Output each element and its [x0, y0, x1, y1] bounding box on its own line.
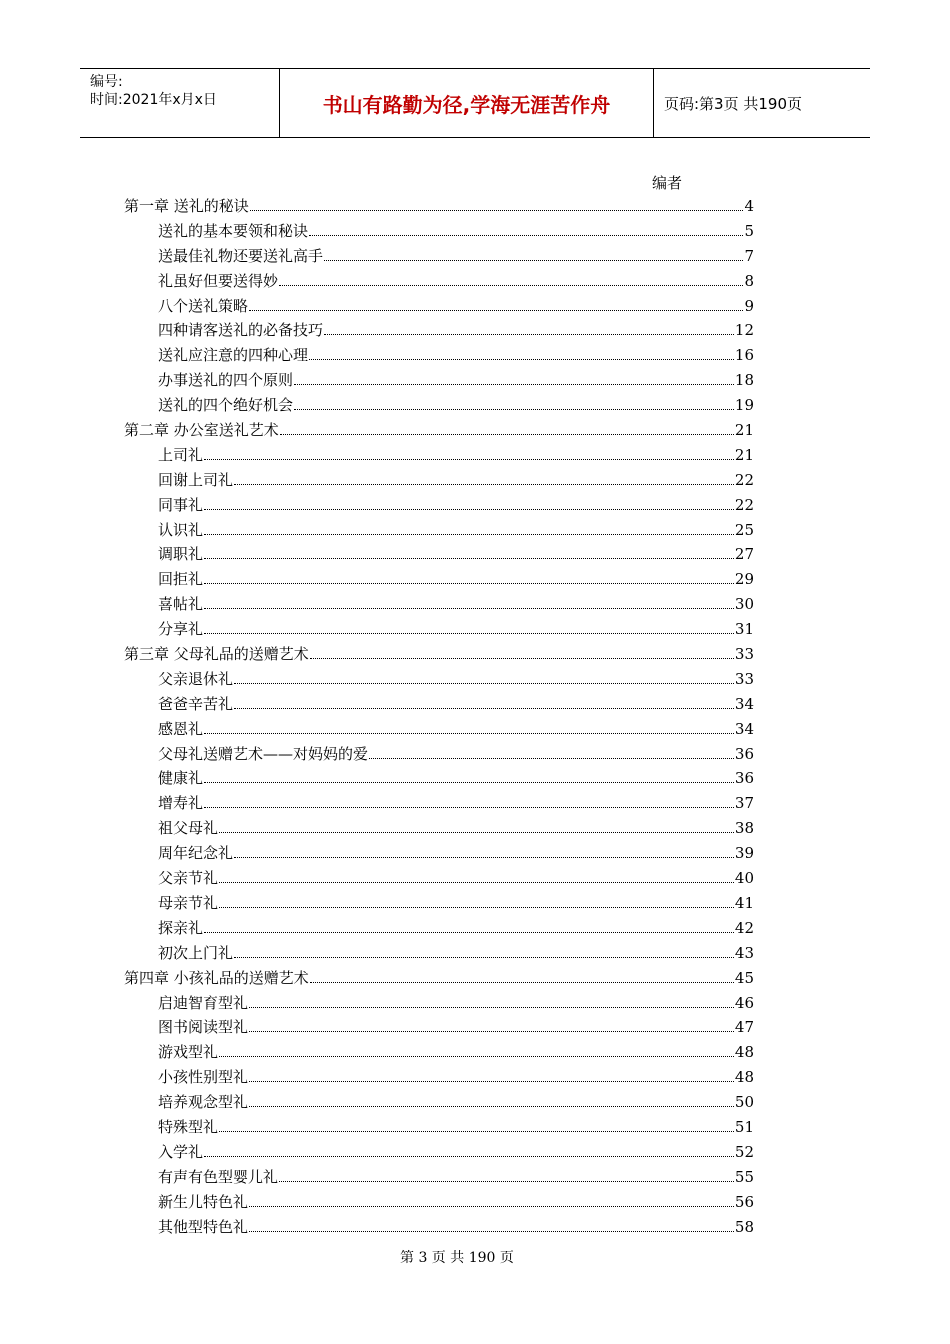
toc-section-row[interactable] [124, 1015, 754, 1040]
toc-section-row[interactable] [124, 891, 754, 916]
header-time-label: 时间:2021年x月x日 [90, 92, 217, 108]
toc-entry-title: 八个送礼策略 [158, 296, 249, 315]
toc-dot-leader [280, 433, 734, 435]
toc-dot-leader [249, 1230, 734, 1232]
toc-section-row[interactable] [124, 443, 754, 468]
toc-entry-page: 56 [734, 1192, 754, 1211]
toc-entry-page: 31 [734, 620, 754, 639]
toc-dot-leader [234, 483, 734, 485]
toc-dot-leader [249, 1105, 734, 1107]
toc-entry-title: 新生儿特色礼 [158, 1192, 249, 1211]
toc-entry-title: 送礼应注意的四种心理 [158, 346, 309, 365]
toc-dot-leader [219, 831, 734, 833]
toc-entry-title: 有声有色型婴儿礼 [158, 1167, 279, 1186]
toc-section-row[interactable] [124, 941, 754, 966]
toc-entry-title: 送礼的四个绝好机会 [158, 396, 294, 415]
toc-entry-page: 36 [734, 769, 754, 788]
toc-section-row[interactable] [124, 866, 754, 891]
toc-section-row[interactable] [124, 244, 754, 269]
toc-entry-page: 48 [734, 1068, 754, 1087]
toc-dot-leader [219, 906, 734, 908]
toc-entry-page: 16 [734, 346, 754, 365]
page-footer: 第 3 页 共 190 页 [400, 1250, 514, 1266]
toc-dot-leader [279, 1180, 734, 1182]
toc-entry-page: 47 [734, 1018, 754, 1037]
toc-entry-page: 22 [734, 470, 754, 489]
toc-section-row[interactable] [124, 717, 754, 742]
toc-entry-page: 36 [734, 744, 754, 763]
toc-dot-leader [249, 1080, 734, 1082]
toc-entry-page: 9 [744, 296, 754, 315]
toc-entry-page: 45 [734, 968, 754, 987]
toc-entry-title: 调职礼 [158, 545, 204, 564]
toc-section-row[interactable] [124, 766, 754, 791]
toc-dot-leader [204, 1155, 734, 1157]
toc-chapter-row[interactable] [124, 642, 754, 667]
toc-entry-title: 送最佳礼物还要送礼高手 [158, 246, 324, 265]
toc-dot-leader [204, 806, 734, 808]
toc-section-row[interactable] [124, 468, 754, 493]
toc-entry-title: 其他型特色礼 [158, 1217, 249, 1236]
toc-section-row[interactable] [124, 269, 754, 294]
toc-entry-page: 34 [734, 694, 754, 713]
toc-dot-leader [309, 358, 734, 360]
toc-entry-title: 父母礼送赠艺术——对妈妈的爱 [158, 744, 369, 763]
toc-dot-leader [249, 1030, 734, 1032]
toc-dot-leader [310, 981, 734, 983]
toc-dot-leader [234, 956, 734, 958]
toc-entry-page: 7 [744, 246, 754, 265]
toc-dot-leader [204, 607, 734, 609]
toc-section-row[interactable] [124, 518, 754, 543]
toc-dot-leader [234, 707, 734, 709]
toc-entry-page: 52 [734, 1142, 754, 1161]
toc-entry-title: 图书阅读型礼 [158, 1018, 249, 1037]
toc-dot-leader [250, 209, 744, 211]
toc-entry-title: 母亲节礼 [158, 893, 219, 912]
toc-entry-title: 上司礼 [158, 445, 204, 464]
header-meta [80, 69, 280, 137]
toc-entry-title: 爸爸辛苦礼 [158, 694, 234, 713]
toc-section-row[interactable] [124, 1165, 754, 1190]
toc-section-row[interactable] [124, 617, 754, 642]
toc-dot-leader [249, 1006, 734, 1008]
toc-dot-leader [249, 1205, 734, 1207]
toc-entry-page: 22 [734, 495, 754, 514]
toc-entry-title: 第二章 办公室送礼艺术 [124, 421, 279, 440]
toc-entry-title: 分享礼 [158, 620, 204, 639]
toc-section-row[interactable] [124, 1090, 754, 1115]
toc-dot-leader [219, 881, 734, 883]
toc-entry-title: 礼虽好但要送得妙 [158, 271, 279, 290]
toc-entry-title: 同事礼 [158, 495, 204, 514]
toc-entry-page: 40 [734, 869, 754, 888]
toc-entry-title: 启迪智育型礼 [158, 993, 249, 1012]
toc-entry-title: 增寿礼 [158, 794, 204, 813]
toc-dot-leader [279, 284, 743, 286]
toc-entry-page: 38 [734, 819, 754, 838]
toc-dot-leader [249, 309, 743, 311]
toc-section-row[interactable] [124, 791, 754, 816]
toc-dot-leader [204, 508, 734, 510]
toc-dot-leader [219, 1055, 734, 1057]
toc-section-row[interactable] [124, 592, 754, 617]
toc-section-row[interactable] [124, 493, 754, 518]
toc-section-row[interactable] [124, 1140, 754, 1165]
toc-entry-title: 喜帖礼 [158, 595, 204, 614]
toc-section-row[interactable] [124, 1065, 754, 1090]
header-number-label: 编号: [90, 74, 123, 90]
toc-entry-title: 祖父母礼 [158, 819, 219, 838]
toc-entry-title: 初次上门礼 [158, 943, 234, 962]
toc-section-row[interactable] [124, 368, 754, 393]
toc-dot-leader [204, 458, 734, 460]
toc-entry-page: 55 [734, 1167, 754, 1186]
toc-entry-title: 游戏型礼 [158, 1043, 219, 1062]
toc-dot-leader [324, 333, 734, 335]
toc-entry-page: 51 [734, 1117, 754, 1136]
toc-dot-leader [204, 533, 734, 535]
toc-dot-leader [204, 781, 734, 783]
toc-dot-leader [324, 259, 743, 261]
toc-section-row[interactable] [124, 692, 754, 717]
toc-entry-title: 第三章 父母礼品的送赠艺术 [124, 645, 309, 664]
toc-section-row[interactable] [124, 542, 754, 567]
toc-entry-title: 回谢上司礼 [158, 470, 234, 489]
toc-entry-page: 21 [734, 445, 754, 464]
header-page-code: 页码:第3页 共190页 [664, 94, 802, 113]
toc-dot-leader [234, 682, 734, 684]
toc-section-row[interactable] [124, 567, 754, 592]
toc-entry-page: 41 [734, 893, 754, 912]
toc-entry-page: 25 [734, 520, 754, 539]
toc-section-row[interactable] [124, 1040, 754, 1065]
toc-entry-title: 培养观念型礼 [158, 1093, 249, 1112]
toc-entry-page: 12 [734, 321, 754, 340]
toc-section-row[interactable] [124, 667, 754, 692]
toc-entry-title: 第四章 小孩礼品的送赠艺术 [124, 968, 309, 987]
toc-entry-page: 43 [734, 943, 754, 962]
toc-entry-page: 37 [734, 794, 754, 813]
toc-dot-leader [294, 408, 734, 410]
toc-dot-leader [309, 234, 743, 236]
toc-dot-leader [369, 757, 734, 759]
toc-entry-page: 48 [734, 1043, 754, 1062]
page-header [80, 68, 870, 138]
toc-dot-leader [204, 732, 734, 734]
toc-entry-title: 第一章 送礼的秘诀 [124, 197, 249, 215]
toc-entry-title: 送礼的基本要领和秘诀 [158, 221, 309, 240]
toc-chapter-row[interactable] [124, 966, 754, 991]
toc-entry-title: 父亲退休礼 [158, 669, 234, 688]
toc-entry-page: 42 [734, 918, 754, 937]
toc-section-row[interactable] [124, 916, 754, 941]
toc-entry-title: 入学礼 [158, 1142, 204, 1161]
toc-dot-leader [204, 632, 734, 634]
toc-dot-leader [310, 657, 734, 659]
toc-entry-title: 探亲礼 [158, 918, 204, 937]
toc-entry-page: 8 [744, 271, 754, 290]
toc-entry-page: 46 [734, 993, 754, 1012]
toc-section-row[interactable] [124, 318, 754, 343]
toc-section-row[interactable] [124, 393, 754, 418]
toc-dot-leader [204, 931, 734, 933]
toc-chapter-row[interactable] [124, 194, 754, 219]
toc-entry-page: 33 [734, 645, 754, 664]
toc-entry-page: 39 [734, 844, 754, 863]
toc-entry-page: 30 [734, 595, 754, 614]
toc-section-row[interactable] [124, 219, 754, 244]
toc-entry-title: 回拒礼 [158, 570, 204, 589]
toc-section-row[interactable] [124, 991, 754, 1016]
toc-entry-title: 小孩性别型礼 [158, 1068, 249, 1087]
toc-entry-title: 感恩礼 [158, 719, 204, 738]
toc-section-row[interactable] [124, 1115, 754, 1140]
toc-dot-leader [204, 582, 734, 584]
toc-entry-page: 5 [744, 221, 754, 240]
toc-entry-title: 认识礼 [158, 520, 204, 539]
header-motto: 书山有路勤为径,学海无涯苦作舟 [280, 69, 654, 137]
toc-entry-page: 27 [734, 545, 754, 564]
toc-dot-leader [294, 383, 734, 385]
toc-chapter-row[interactable] [124, 418, 754, 443]
toc-section-row[interactable] [124, 343, 754, 368]
toc-entry-page: 21 [734, 421, 754, 440]
toc-entry-title: 健康礼 [158, 769, 204, 788]
toc-section-row[interactable] [124, 294, 754, 319]
toc-entry-page: 33 [734, 669, 754, 688]
toc-entry-page: 19 [734, 396, 754, 415]
toc-section-row[interactable] [124, 1190, 754, 1215]
toc-entry-page: 18 [734, 371, 754, 390]
table-of-contents [124, 194, 754, 1239]
toc-entry-page: 58 [734, 1217, 754, 1236]
toc-entry-title: 办事送礼的四个原则 [158, 371, 294, 390]
toc-section-row[interactable] [124, 841, 754, 866]
toc-entry-title: 特殊型礼 [158, 1117, 219, 1136]
toc-entry-page: 50 [734, 1093, 754, 1112]
toc-entry-page: 4 [744, 197, 754, 215]
editor-label: 编者 [652, 174, 683, 192]
toc-section-row[interactable] [124, 816, 754, 841]
toc-entry-title: 父亲节礼 [158, 869, 219, 888]
toc-entry-title: 四种请客送礼的必备技巧 [158, 321, 324, 340]
toc-entry-page: 29 [734, 570, 754, 589]
toc-entry-title: 周年纪念礼 [158, 844, 234, 863]
toc-section-row[interactable] [124, 1215, 754, 1240]
toc-dot-leader [204, 557, 734, 559]
toc-entry-page: 34 [734, 719, 754, 738]
toc-dot-leader [219, 1130, 734, 1132]
toc-dot-leader [234, 856, 734, 858]
toc-section-row[interactable] [124, 742, 754, 767]
